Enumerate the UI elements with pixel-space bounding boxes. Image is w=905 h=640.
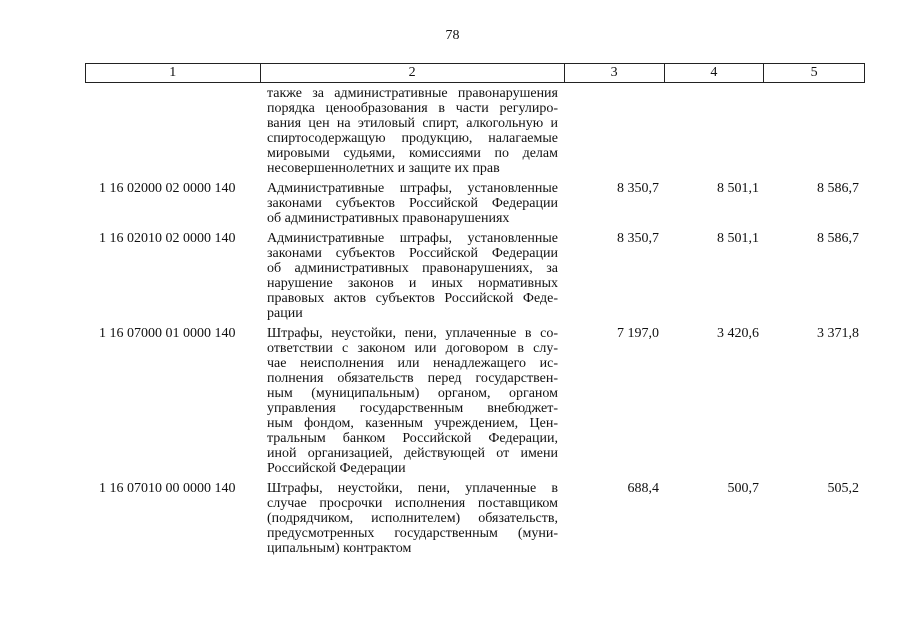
revenue-name-line: рации: [267, 306, 303, 321]
page-number: 78: [445, 28, 460, 43]
amount-cell-col3: 8 350,7: [617, 181, 659, 196]
revenue-name-line: иной организацией, действующей от имени: [267, 446, 558, 461]
revenue-name-line: предусмотренных государственным (муни-: [267, 526, 558, 541]
revenue-name-line: мировыми судьями, комиссиями по делам: [267, 146, 558, 161]
revenue-name-line: несовершеннолетних и защите их прав: [267, 161, 500, 176]
amount-cell-col5: 505,2: [827, 481, 859, 496]
table-row: [85, 326, 865, 476]
revenue-name-cell: [260, 231, 565, 321]
amount-cell-col3: 7 197,0: [617, 326, 659, 341]
revenue-name-cell: [260, 481, 565, 556]
revenue-name-line: ципальным) контрактом: [267, 541, 412, 556]
amount-cell-col3: 8 350,7: [617, 231, 659, 246]
revenue-name-cell: [260, 86, 565, 176]
table-row: [85, 181, 865, 226]
budget-code-cell: 1 16 02000 02 0000 140: [99, 181, 236, 196]
revenue-name-line: Штрафы, неустойки, пени, уплаченные в: [267, 481, 558, 496]
revenue-name-line: об административных правонарушениях: [267, 211, 510, 226]
revenue-name-line: Административные штрафы, установленные: [267, 181, 558, 196]
amount-cell-col4: 500,7: [727, 481, 759, 496]
revenue-name-line: чае неисполнения или ненадлежащего ис-: [267, 356, 558, 371]
amount-cell-col5: 3 371,8: [817, 326, 859, 341]
revenue-name-line: (подрядчиком, исполнителем) обязательств,: [267, 511, 558, 526]
revenue-name-line: управления государственным внебюджет-: [267, 401, 558, 416]
amount-cell-col4: 8 501,1: [717, 231, 759, 246]
revenue-name-line: полнения обязательств перед государствен-: [267, 371, 558, 386]
amount-cell-col3: 688,4: [627, 481, 659, 496]
revenue-name-line: нарушение законов и иных нормативных: [267, 276, 558, 291]
revenue-name-line: спиртосодержащую продукцию, налагаемые: [267, 131, 558, 146]
revenue-name-line: порядка ценообразования в части регулиро-: [267, 101, 558, 116]
column-header-3: 3: [565, 64, 665, 82]
table-body: [85, 86, 865, 561]
table-row: [85, 231, 865, 321]
budget-code-cell: 1 16 07010 00 0000 140: [99, 481, 236, 496]
column-header-5: 5: [810, 65, 818, 80]
revenue-name-line: правовых актов субъектов Российской Феде-: [267, 291, 558, 306]
table-row: [85, 86, 865, 176]
revenue-name-cell: [260, 326, 565, 476]
table-row: [85, 481, 865, 556]
revenue-name-line: тральным банком Российской Федерации,: [267, 431, 558, 446]
revenue-name-line: также за административные правонарушения: [267, 86, 558, 101]
revenue-name-line: вания цен на этиловый спирт, алкогольную и: [267, 116, 558, 131]
revenue-name-line: Административные штрафы, установленные: [267, 231, 558, 246]
column-header-2: 2: [261, 64, 565, 82]
amount-cell-col4: 8 501,1: [717, 181, 759, 196]
budget-code-cell: 1 16 07000 01 0000 140: [99, 326, 236, 341]
revenue-name-line: законами субъектов Российской Федерации: [267, 196, 558, 211]
revenue-name-line: Штрафы, неустойки, пени, уплаченные в со-: [267, 326, 558, 341]
revenue-name-line: ным фондом, казенным учреждением, Цен-: [267, 416, 558, 431]
column-header-4: 4: [665, 64, 765, 82]
revenue-name-line: Российской Федерации: [267, 461, 406, 476]
amount-cell-col5: 8 586,7: [817, 181, 859, 196]
amount-cell-col5: 8 586,7: [817, 231, 859, 246]
revenue-name-line: об административных правонарушениях, за: [267, 261, 558, 276]
table-column-header: [85, 63, 865, 83]
revenue-name-cell: [260, 181, 565, 226]
revenue-name-line: ным (муниципальным) органом, органом: [267, 386, 558, 401]
budget-code-cell: 1 16 02010 02 0000 140: [99, 231, 236, 246]
revenue-name-line: случае просрочки исполнения поставщиком: [267, 496, 558, 511]
amount-cell-col4: 3 420,6: [717, 326, 759, 341]
revenue-name-line: ответствии с законом или договором в слу-: [267, 341, 558, 356]
column-header-1: 1: [86, 64, 261, 82]
revenue-name-line: законами субъектов Российской Федерации: [267, 246, 558, 261]
